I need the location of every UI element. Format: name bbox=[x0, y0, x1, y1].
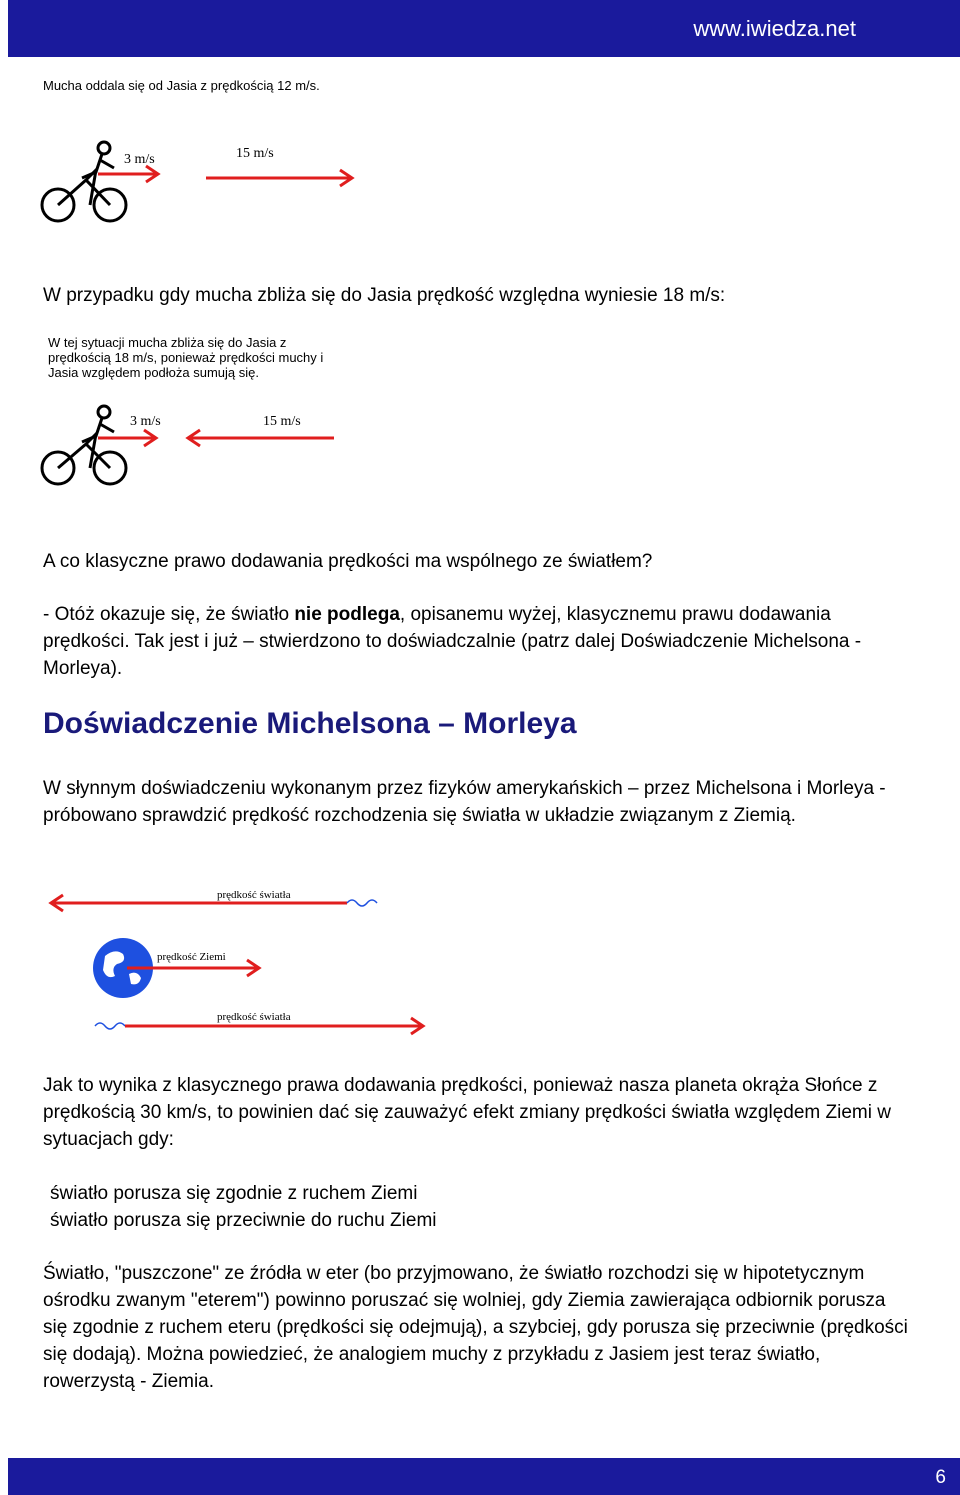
cyclist-icon bbox=[42, 406, 126, 484]
para-prediction: Jak to wynika z klasycznego prawa dodawania prędkości, ponieważ nasza planeta okrąża Słońce z prędkością 30 km/s, to powinien dać się zauważyć efekt zmiany prędkości światła względem Ziemi w sytuacjach gdy: bbox=[43, 1075, 891, 1150]
para-question: A co klasyczne prawo dodawania prędkości ma wspólnego ze światłem? bbox=[43, 551, 653, 572]
figure1-caption: Mucha oddala się od Jasia z prędkością 12 m/s. bbox=[43, 78, 320, 93]
para-experiment: W słynnym doświadczeniu wykonanym przez fizyków amerykańskich – przez Michelsona i Morleya - próbowano sprawdzić prędkość rozchodzenia się światła w układzie związanym z Ziemią. bbox=[43, 778, 886, 826]
figure3-label-bottom: prędkość światła bbox=[217, 1011, 291, 1023]
para-answer-start: - Otóż okazuje się, że światło bbox=[43, 604, 295, 625]
figure2-bike-speed: 3 m/s bbox=[130, 414, 161, 429]
figure1-bike-speed: 3 m/s bbox=[124, 152, 155, 167]
arrow-fly bbox=[206, 170, 352, 186]
site-url[interactable]: www.iwiedza.net bbox=[693, 16, 856, 41]
para-relative-speed: W przypadku gdy mucha zbliża się do Jasia prędkość względna wyniesie 18 m/s: bbox=[43, 285, 726, 306]
arrow-light-top bbox=[51, 895, 377, 911]
para-answer-end: , opisanemu wyżej, klasycznemu prawu dodawania prędkości. Tak jest i już – stwierdzono to doświadczalnie (patrz dalej Doświadczenie Michelsona - Morleya). bbox=[43, 604, 862, 679]
figure3-diagram bbox=[45, 878, 435, 1038]
para-answer bbox=[43, 601, 913, 682]
figure1-fly-speed: 15 m/s bbox=[236, 146, 274, 161]
cyclist-icon bbox=[42, 142, 126, 221]
figure3-label-top: prędkość światła bbox=[217, 889, 291, 901]
para-answer-bold: nie podlega bbox=[294, 604, 400, 625]
arrow-bike bbox=[98, 430, 156, 446]
figure1-diagram bbox=[38, 130, 368, 230]
figure2-diagram bbox=[38, 400, 368, 495]
footer-bar bbox=[8, 1458, 960, 1495]
list-item: światło porusza się przeciwnie do ruchu Ziemi bbox=[50, 1210, 437, 1231]
cases-list bbox=[50, 1180, 437, 1234]
page-number: 6 bbox=[935, 1467, 946, 1488]
list-item: światło porusza się zgodnie z ruchem Ziemi bbox=[50, 1183, 418, 1204]
section-heading: Doświadczenie Michelsona – Morleya bbox=[43, 707, 577, 740]
figure2-fly-speed: 15 m/s bbox=[263, 414, 301, 429]
para-ether: Światło, "puszczone" ze źródła w eter (bo przyjmowano, że światło rozchodzi się w hipotetycznym ośrodku zwanym "eterem") powinno poruszać się wolniej, gdy Ziemia zawierająca odbiornik porusza się zgodnie z ruchem eteru (prędkości się odejmują), a szybciej, gdy porusza się przeciwnie (prędkości się dodają). Można powiedzieć, że analogiem muchy z przykładu z Jasiem jest teraz światło, rowerzystą - Ziemia. bbox=[43, 1263, 908, 1392]
arrow-fly bbox=[188, 430, 334, 446]
header-bar bbox=[8, 0, 960, 57]
figure2-caption: W tej sytuacji mucha zbliża się do Jasia z prędkością 18 m/s, ponieważ prędkości muchy i Jasia względem podłoża sumują się. bbox=[48, 335, 324, 380]
figure3-label-earth: prędkość Ziemi bbox=[157, 951, 226, 963]
arrow-bike bbox=[98, 166, 158, 182]
